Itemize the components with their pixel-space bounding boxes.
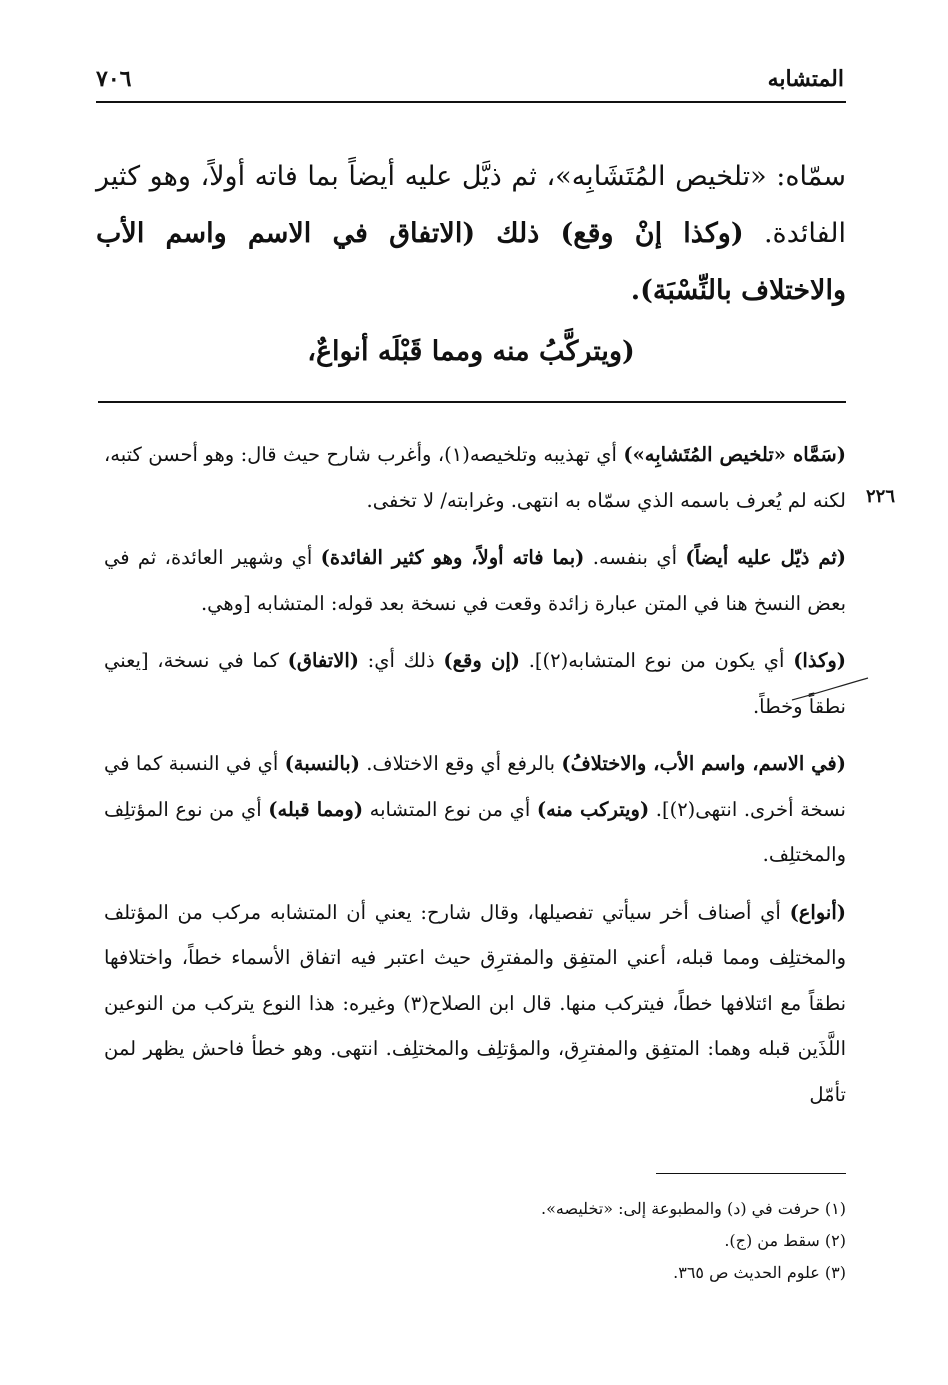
commentary-body: ذلك أي:	[358, 649, 444, 672]
footnote: (٣) علوم الحديث ص ٣٦٥.	[673, 1263, 846, 1282]
matn-line-a: سمّاه: «تلخيص المُتَشَابِه»، ثم ذيَّل عليه أيضاً بما فاته أولاً، وهو كثير الفائدة.	[96, 161, 846, 249]
commentary-paragraph	[104, 890, 846, 1118]
header-rule	[96, 101, 846, 103]
running-title: المتشابه	[767, 66, 844, 92]
matn-closing-line: (ويتركَّبُ منه ومما قَبْلَه أنواعٌ،	[307, 336, 635, 367]
commentary-paragraph	[104, 535, 846, 626]
footnote-rule	[656, 1173, 846, 1174]
commentary-body: أي يكون من نوع المتشابه(٢)].	[520, 649, 794, 672]
quoted-term: (بالنسبة)	[284, 752, 360, 775]
quoted-term: (إن وقع)	[443, 649, 521, 672]
commentary-body: أي أصناف أخر سيأتي تفصيلها، وقال شارح: يعني أن المتشابه مركب من المؤتلف والمختلِف ومما قبله، أعني المتفِق والمفترِق حيث اعتبر فيه اتفاق الأسماء خطاً، واختلافها نطقاً مع ائتلافها خطاً، فيتركب منها. قال ابن الصلاح(٣) وغيره: هذا النوع يتركب من النوعين اللَّذَين قبله وهما: المتفِق والمفترِق، والمؤتلِف والمختلِف. انتهى. وهو خطأ فاحش يظهر لمن تأمّل	[104, 900, 846, 1106]
page-header	[96, 66, 844, 94]
matn-separator-rule	[98, 401, 846, 403]
quoted-term: (وكذا)	[793, 649, 846, 672]
quoted-term: (أنواع)	[789, 900, 846, 924]
commentary-body: أي وشهير العائدة، ثم في بعض النسخ هنا في المتن عبارة زائدة وقعت في نسخة بعد قوله: المتشابه [وهي.	[104, 546, 846, 615]
page-number: ٧٠٦	[96, 66, 132, 92]
margin-page-marker: ٢٢٦	[866, 486, 896, 507]
commentary-body: أي من نوع المتشابه	[363, 797, 537, 821]
commentary-body: أي بنفسه.	[584, 546, 686, 569]
commentary-paragraph	[104, 432, 846, 523]
commentary-body: أي تهذيبه وتلخيصه(١)، وأغرب شارح حيث قال: وهو أحسن كتبه، لكنه لم يُعرف باسمه الذي سمّاه به انتهى. وغرابته/ لا تخفى.	[104, 443, 846, 512]
commentary-paragraph	[104, 638, 846, 729]
quoted-term: (ومما قبله)	[268, 797, 364, 821]
commentary-body: كما في نسخة، [يعني نطقاً وخطاً.	[104, 649, 846, 718]
quoted-term: (ثم ذيّل عليه أيضاً)	[685, 546, 847, 569]
quoted-term: (ويتركب منه)	[536, 797, 650, 821]
footnote: (١) حرفت في (د) والمطبوعة إلى: «تخليصه».	[541, 1199, 846, 1218]
matn-text	[96, 148, 846, 380]
quoted-term: (سَمَّاه «تلخيص المُتَشابِه»)	[623, 443, 846, 466]
quoted-term: (بما فاته أولاً، وهو كثير الفائدة)	[320, 546, 585, 569]
commentary-paragraph	[104, 741, 846, 878]
commentary-body: بالرفع أي وقع الاختلاف.	[359, 752, 562, 775]
matn-line-b: (وكذا إنْ وقع) ذلك (الاتفاق في الاسم واسم الأب والاختلاف بالنِّسْبَة).	[96, 218, 846, 306]
matn-paragraph	[96, 148, 846, 319]
quoted-term: (في الاسم، واسم الأب، والاختلافُ)	[561, 752, 846, 775]
commentary-text	[104, 432, 846, 1129]
footnote: (٢) سقط من (ج).	[724, 1231, 846, 1250]
commentary-body: أي في النسبة كما في نسخة أخرى. انتهى(٢)].	[104, 752, 846, 821]
quoted-term: (الاتفاق)	[287, 649, 359, 672]
commentary-body: أي من نوع المؤتلِف والمختلِف.	[104, 797, 846, 866]
footnotes	[300, 1193, 846, 1289]
